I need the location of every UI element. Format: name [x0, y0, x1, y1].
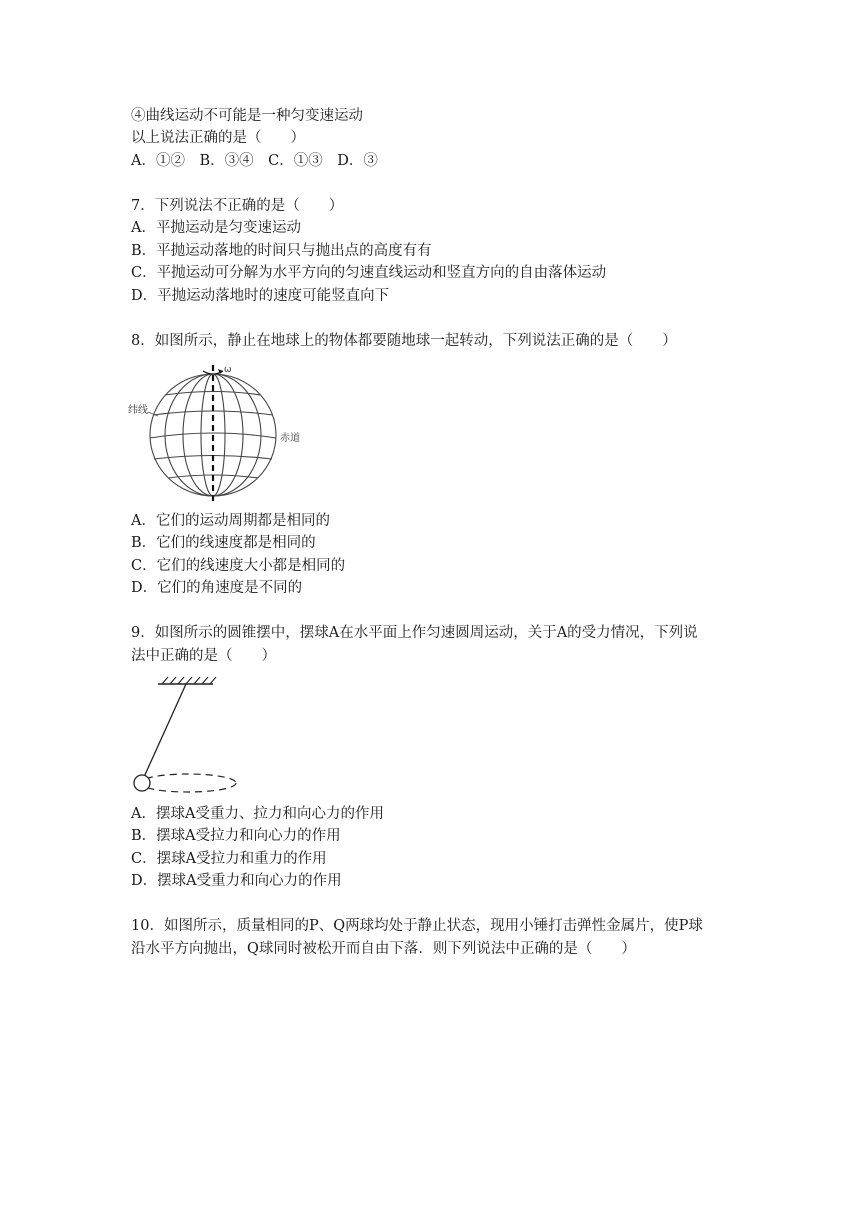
q9-option-b: B．摆球A受拉力和向心力的作用: [131, 828, 341, 844]
q9-option-a: A．摆球A受重力、拉力和向心力的作用: [131, 806, 384, 822]
q7-option-c: C．平抛运动可分解为水平方向的匀速直线运动和竖直方向的自由落体运动: [131, 265, 607, 281]
q8-option-a: A．它们的运动周期都是相同的: [131, 513, 330, 529]
q8-option-b: B．它们的线速度都是相同的: [131, 535, 316, 551]
q6-statement-4: ④曲线运动不可能是一种匀变速运动: [131, 108, 363, 124]
pendulum-string: [144, 684, 186, 777]
earth-globe-figure: [128, 362, 313, 502]
latitude-label: 纬线: [128, 405, 148, 416]
q8-option-d: D．它们的角速度是不同的: [131, 580, 303, 596]
q8-stem: 8．如图所示，静止在地球上的物体都要随地球一起转动，下列说法正确的是（ ）: [131, 333, 677, 349]
q9-option-d: D．摆球A受重力和向心力的作用: [131, 873, 342, 889]
q10-stem-line-2: 沿水平方向抛出，Q球同时被松开而自由下落．则下列说法中正确的是（ ）: [131, 941, 636, 957]
circular-path: [140, 774, 236, 792]
conical-pendulum-figure: [128, 673, 243, 798]
equator-label: 赤道: [280, 433, 300, 444]
q6-stem: 以上说法正确的是（ ）: [131, 130, 305, 146]
q7-option-d: D．平抛运动落地时的速度可能竖直向下: [131, 288, 390, 304]
q7-option-a: A．平抛运动是匀变速运动: [131, 220, 301, 236]
q7-option-b: B．平抛运动落地的时间只与抛出点的高度有有: [131, 243, 432, 259]
q9-option-c: C．摆球A受拉力和重力的作用: [131, 851, 327, 867]
pendulum-ball: [134, 775, 150, 791]
q9-stem-line-2: 法中正确的是（ ）: [131, 648, 276, 664]
q10-stem-line-1: 10．如图所示，质量相同的P、Q两球均处于静止状态，现用小锤打击弹性金属片，使P球: [131, 918, 703, 934]
omega-label: ω: [224, 365, 232, 375]
q7-stem: 7．下列说法不正确的是（ ）: [131, 198, 344, 214]
q8-option-c: C．它们的线速度大小都是相同的: [131, 558, 346, 574]
q9-stem-line-1: 9．如图所示的圆锥摆中，摆球A在水平面上作匀速圆周运动，关于A的受力情况，下列说: [131, 625, 698, 641]
q6-options: A．①② B．③④ C．①③ D．③: [131, 153, 378, 169]
